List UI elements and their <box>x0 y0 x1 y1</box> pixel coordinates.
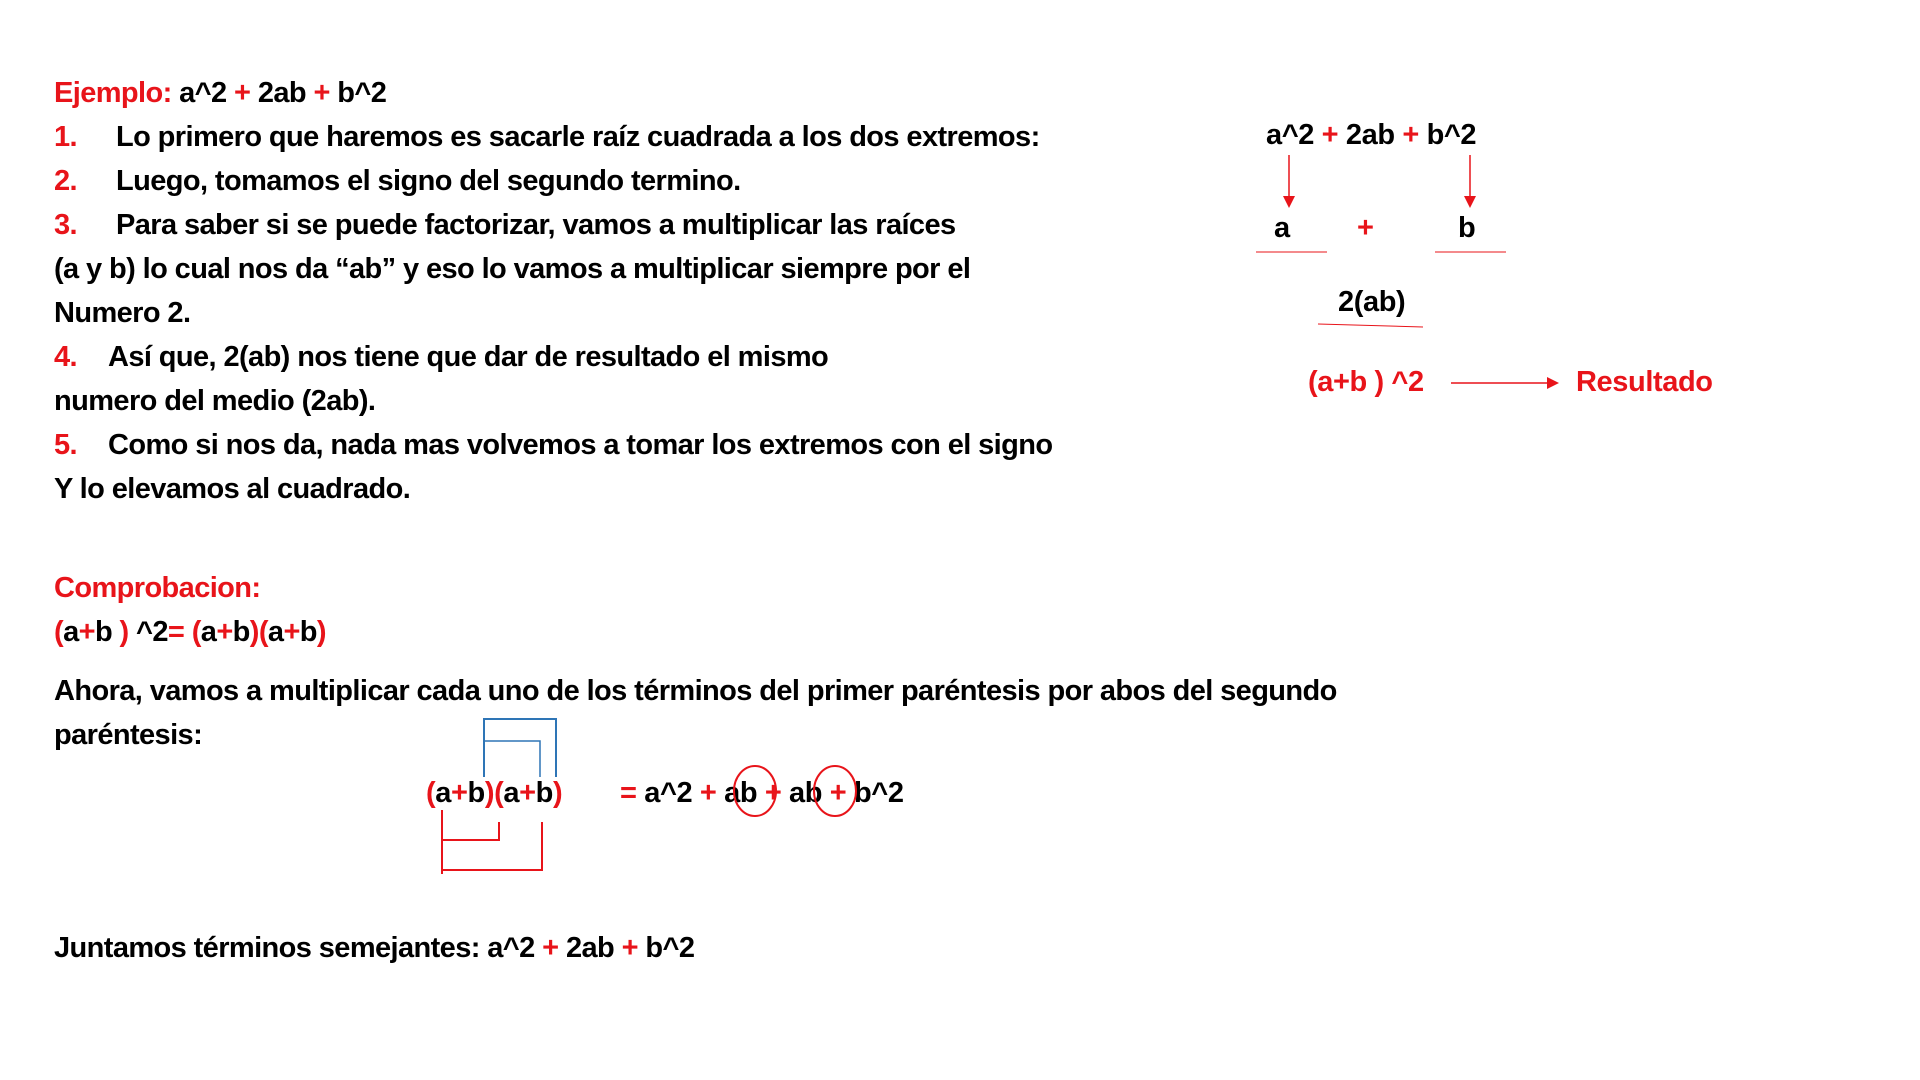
step-number: 4. <box>54 341 77 373</box>
term: 2ab <box>1345 119 1395 151</box>
product-rhs: = a^2 + ab + ab + b^2 <box>620 777 904 809</box>
circled-term: ab <box>724 777 758 809</box>
step-text: numero del medio (2ab). <box>54 385 376 417</box>
term: b^2 <box>1426 119 1477 151</box>
product-lhs: (a+b)(a+b) <box>426 777 563 809</box>
product-2ab: 2(ab) <box>1338 286 1406 318</box>
result-label: Resultado <box>1576 366 1713 398</box>
bracket-blue-inner <box>484 741 540 777</box>
example-term: 2ab <box>257 77 306 109</box>
plus-sign: + <box>1402 119 1419 151</box>
combine-label: Juntamos términos semejantes: <box>54 932 480 964</box>
bracket-blue-outer <box>484 719 556 777</box>
step-text: Lo primero que haremos es sacarle raíz cuadrada a los dos extremos: <box>116 121 1040 153</box>
combine-line: Juntamos términos semejantes: a^2 + 2ab + b^2 <box>54 932 695 964</box>
check-identity: (a+b ) ^2= (a+b)(a+b) <box>54 616 326 648</box>
example-term: b^2 <box>337 77 387 109</box>
plus-sign: + <box>313 77 330 109</box>
term: a^2 <box>1266 119 1314 151</box>
step-text: Numero 2. <box>54 297 191 329</box>
step-text: Luego, tomamos el signo del segundo termino. <box>116 165 741 197</box>
example-label: Ejemplo: <box>54 77 172 109</box>
bracket-red-inner <box>442 822 499 840</box>
example-term: a^2 <box>179 77 227 109</box>
circle-highlight <box>814 766 856 816</box>
step-number: 3. <box>54 209 77 241</box>
underline <box>1318 324 1423 327</box>
result-expression: (a+b ) ^2 <box>1308 366 1424 398</box>
step-text: Como si nos da, nada mas volvemos a tomar los extremos con el signo <box>108 429 1053 461</box>
root-sign: + <box>1357 212 1374 244</box>
root-a: a <box>1274 212 1290 244</box>
plus-sign: + <box>234 77 251 109</box>
step-text: (a y b) lo cual nos da “ab” y eso lo vamos a multiplicar siempre por el <box>54 253 971 285</box>
circled-term: ab <box>789 777 823 809</box>
step-number: 2. <box>54 165 77 197</box>
step-text: Para saber si se puede factorizar, vamos a multiplicar las raíces <box>116 209 956 241</box>
step-number: 5. <box>54 429 77 461</box>
circle-highlight <box>734 766 776 816</box>
check-explanation: Ahora, vamos a multiplicar cada uno de los términos del primer paréntesis por abos del segundo <box>54 675 1337 707</box>
bracket-red-outer <box>441 822 542 870</box>
plus-sign: + <box>1321 119 1339 151</box>
step-text: Así que, 2(ab) nos tiene que dar de resultado el mismo <box>108 341 829 373</box>
step-text: Y lo elevamos al cuadrado. <box>54 473 411 505</box>
root-b: b <box>1458 212 1476 244</box>
step-number: 1. <box>54 121 77 153</box>
check-heading: Comprobacion: <box>54 572 261 604</box>
check-explanation-cont: paréntesis: <box>54 719 203 751</box>
